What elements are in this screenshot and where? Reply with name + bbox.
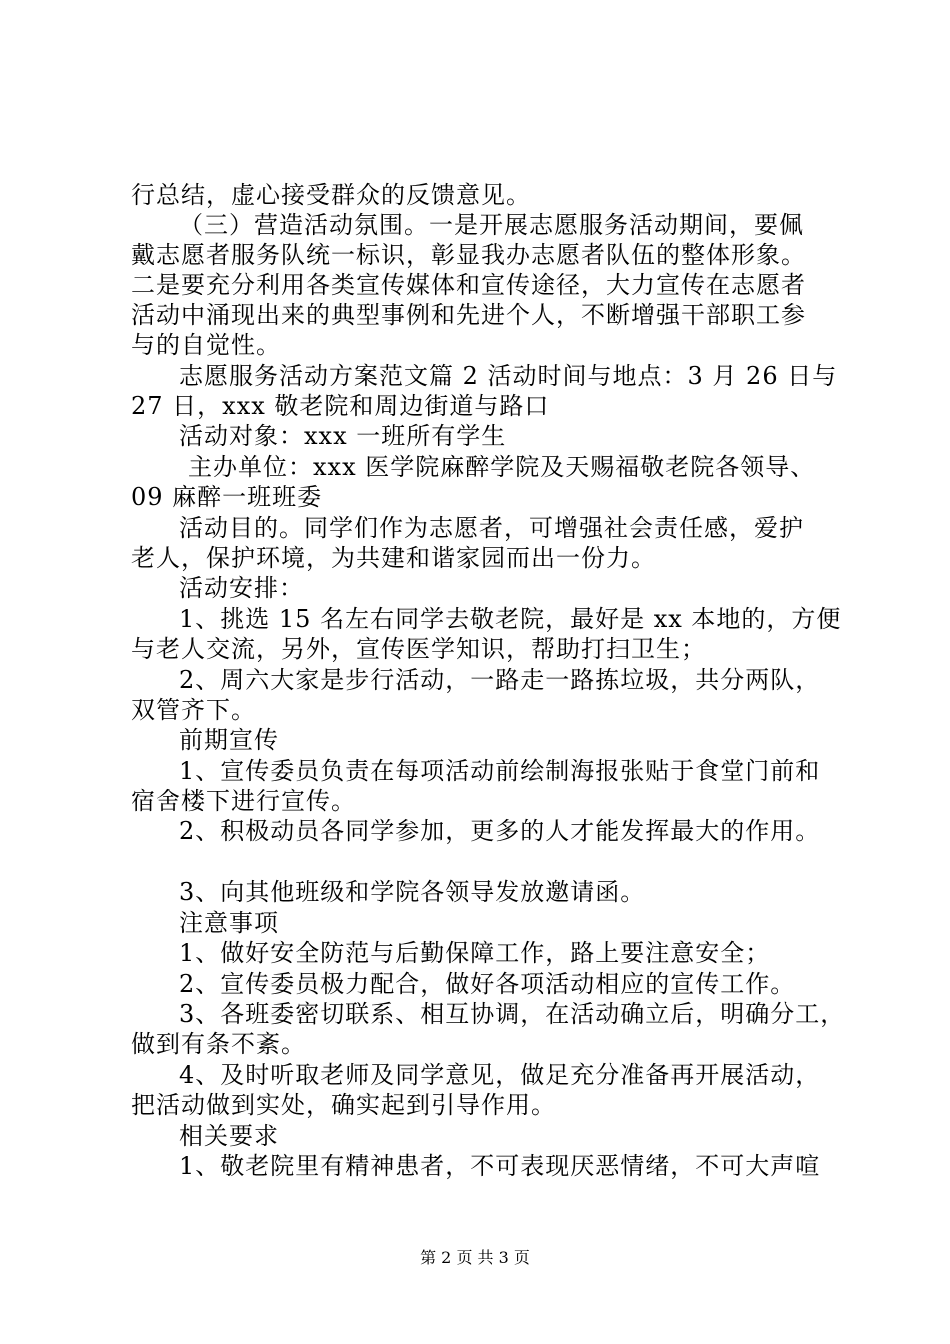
text-line: 1、挑选 15 名左右同学去敬老院，最好是 xx 本地的，方便 — [179, 605, 842, 633]
text-line: 2、宣传委员极力配合，做好各项活动相应的宣传工作。 — [179, 970, 796, 998]
text-line: 活动中涌现出来的典型事例和先进个人，不断增强干部职工参 — [131, 301, 806, 329]
text-line: 注意事项 — [179, 909, 279, 937]
text-line: 双管齐下。 — [131, 696, 256, 724]
text-line: 相关要求 — [179, 1122, 279, 1150]
text-line: 27 日，xxx 敬老院和周边街道与路口 — [131, 392, 550, 420]
text-line: 戴志愿者服务队统一标识，彰显我办志愿者队伍的整体形象。 — [131, 241, 806, 269]
text-line: 前期宣传 — [179, 726, 279, 754]
text-line: 与老人交流，另外，宣传医学知识，帮助打扫卫生； — [131, 635, 706, 663]
text-line: 活动安排： — [179, 574, 304, 602]
text-line: 把活动做到实处，确实起到引导作用。 — [131, 1091, 556, 1119]
text-line: 09 麻醉一班班委 — [131, 483, 323, 511]
text-line: 志愿服务活动方案范文篇 2 活动时间与地点：3 月 26 日与 — [179, 362, 838, 390]
text-line: 二是要充分利用各类宣传媒体和宣传途径，大力宣传在志愿者 — [131, 271, 806, 299]
text-line: 宿舍楼下进行宣传。 — [131, 787, 356, 815]
text-line: 1、宣传委员负责在每项活动前绘制海报张贴于食堂门前和 — [179, 757, 821, 785]
text-line: 1、做好安全防范与后勤保障工作，路上要注意安全； — [179, 939, 771, 967]
text-line: 做到有条不紊。 — [131, 1030, 306, 1058]
text-line: 1、敬老院里有精神患者，不可表现厌恶情绪，不可大声喧 — [179, 1152, 821, 1180]
text-line: 3、各班委密切联系、相互协调，在活动确立后，明确分工， — [179, 1000, 846, 1028]
page-number-footer: 第 2 页 共 3 页 — [420, 1248, 530, 1267]
text-line: 4、及时听取老师及同学意见，做足充分准备再开展活动， — [179, 1061, 821, 1089]
text-line: 活动目的。同学们作为志愿者，可增强社会责任感，爱护 — [179, 514, 804, 542]
text-line: 活动对象：xxx 一班所有学生 — [179, 422, 507, 450]
text-line: 老人，保护环境，为共建和谐家园而出一份力。 — [131, 544, 656, 572]
text-line: 2、积极动员各同学参加，更多的人才能发挥最大的作用。 — [179, 817, 821, 845]
text-line: （三）营造活动氛围。一是开展志愿服务活动期间，要佩 — [179, 211, 804, 239]
text-line: 3、向其他班级和学院各领导发放邀请函。 — [179, 878, 646, 906]
text-line: 2、周六大家是步行活动，一路走一路拣垃圾，共分两队， — [179, 666, 821, 694]
text-line: 与的自觉性。 — [131, 331, 281, 359]
text-line: 行总结，虚心接受群众的反馈意见。 — [131, 181, 531, 209]
text-line: 主办单位：xxx 医学院麻醉学院及天赐福敬老院各领导、 — [188, 453, 816, 481]
